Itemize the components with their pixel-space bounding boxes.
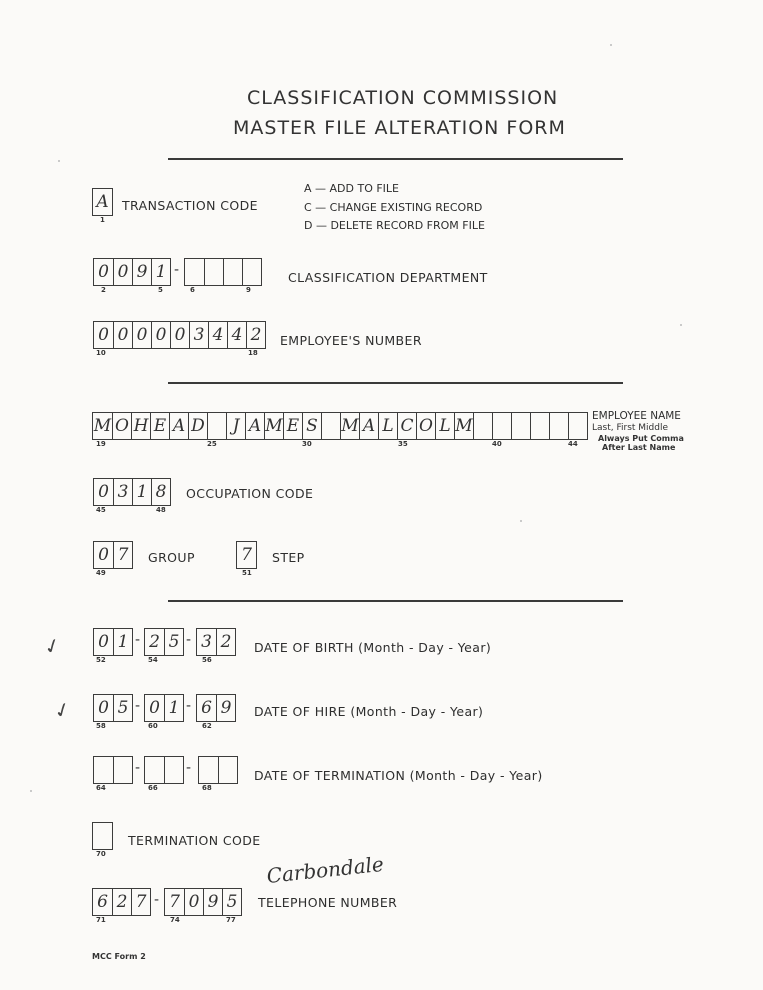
phone-cell: 0 xyxy=(184,889,203,915)
birth-month-box[interactable] xyxy=(93,628,133,656)
hire-day-cell: 0 xyxy=(149,698,160,718)
transaction-code-label: TRANSACTION CODE xyxy=(122,198,258,213)
employee-name-cell: S xyxy=(302,413,321,439)
group-box[interactable] xyxy=(93,541,133,569)
employee-number-box[interactable] xyxy=(93,321,266,349)
birth-day-cell: 5 xyxy=(164,629,183,655)
employee-name-cell: M xyxy=(454,413,473,439)
transaction-option-change: C — CHANGE EXISTING RECORD xyxy=(304,201,483,214)
dash-separator: - xyxy=(174,262,180,278)
position-number: 51 xyxy=(242,569,252,577)
employee-name-cell: E xyxy=(150,413,169,439)
employee-name-cell: M xyxy=(93,416,112,436)
hire-month-cell: 5 xyxy=(113,695,132,721)
position-number: 18 xyxy=(248,349,258,357)
employee-name-cell xyxy=(473,413,492,439)
group-cell: 0 xyxy=(98,545,109,565)
termination-year-cell xyxy=(218,757,237,783)
termination-day-cell xyxy=(164,757,183,783)
birth-day-cell: 2 xyxy=(149,632,160,652)
employee-number-cell: 2 xyxy=(246,322,265,348)
phone-cell: 6 xyxy=(97,892,108,912)
employee-name-note-order: Last, First Middle xyxy=(592,423,668,433)
date-of-termination-label: DATE OF TERMINATION (Month - Day - Year) xyxy=(254,768,543,783)
employee-number-cell: 3 xyxy=(189,322,208,348)
employee-number-label: EMPLOYEE'S NUMBER xyxy=(280,333,422,348)
position-number: 30 xyxy=(302,440,312,448)
termination-month-cell xyxy=(113,757,132,783)
phone-exchange-box[interactable] xyxy=(92,888,151,916)
occupation-code-cell: 3 xyxy=(113,479,132,505)
department-cell: 0 xyxy=(98,262,109,282)
hire-day-cell: 1 xyxy=(164,695,183,721)
termination-day-cell xyxy=(145,757,164,783)
paper-speck xyxy=(680,324,682,326)
transaction-code-box[interactable] xyxy=(92,188,113,216)
position-number: 25 xyxy=(207,440,217,448)
department-cell xyxy=(185,259,204,285)
paper-speck xyxy=(610,44,612,46)
occupation-code-cell: 8 xyxy=(151,479,170,505)
position-number: 70 xyxy=(96,850,106,858)
dash-separator: - xyxy=(186,760,192,776)
phone-cell: 7 xyxy=(131,889,150,915)
position-number: 9 xyxy=(246,286,251,294)
transaction-option-delete: D — DELETE RECORD FROM FILE xyxy=(304,219,485,232)
termination-year-cell xyxy=(199,757,218,783)
position-number: 49 xyxy=(96,569,106,577)
birth-day-box[interactable] xyxy=(144,628,184,656)
telephone-label: TELEPHONE NUMBER xyxy=(258,895,398,910)
dash-separator: - xyxy=(186,632,192,648)
position-number: 48 xyxy=(156,506,166,514)
step-label: STEP xyxy=(272,550,305,565)
employee-name-cell: A xyxy=(169,413,188,439)
termination-year-box[interactable] xyxy=(198,756,238,784)
handwritten-city-note: Carbondale xyxy=(265,851,385,888)
birth-month-cell: 1 xyxy=(113,629,132,655)
occupation-code-cell: 1 xyxy=(132,479,151,505)
employee-name-cell: M xyxy=(340,413,359,439)
date-of-birth-label: DATE OF BIRTH (Month - Day - Year) xyxy=(254,640,492,655)
position-number: 45 xyxy=(96,506,106,514)
divider-top xyxy=(168,158,623,160)
termination-month-cell xyxy=(94,757,113,783)
employee-name-cell xyxy=(207,413,226,439)
position-number: 66 xyxy=(148,784,158,792)
paper-speck xyxy=(30,790,32,792)
department-cell: 0 xyxy=(113,259,132,285)
position-number: 1 xyxy=(100,216,105,224)
department-code-box-2[interactable] xyxy=(184,258,262,286)
employee-number-cell: 0 xyxy=(98,325,109,345)
employee-name-cell xyxy=(321,413,340,439)
hire-year-cell: 6 xyxy=(201,698,212,718)
check-mark-birth: ✓ xyxy=(40,631,65,661)
position-number: 64 xyxy=(96,784,106,792)
occupation-code-box[interactable] xyxy=(93,478,171,506)
birth-year-box[interactable] xyxy=(196,628,236,656)
position-number: 56 xyxy=(202,656,212,664)
department-cell xyxy=(223,259,242,285)
birth-year-cell: 2 xyxy=(216,629,235,655)
phone-cell: 2 xyxy=(112,889,131,915)
employee-name-cell: J xyxy=(226,413,245,439)
position-number: 54 xyxy=(148,656,158,664)
employee-name-cell: A xyxy=(359,413,378,439)
transaction-code-cell: A xyxy=(96,192,109,212)
position-number: 58 xyxy=(96,722,106,730)
dash-separator: - xyxy=(186,698,192,714)
employee-name-box[interactable] xyxy=(92,412,588,440)
position-number: 74 xyxy=(170,916,180,924)
form-title-line1: CLASSIFICATION COMMISSION xyxy=(247,87,559,109)
employee-number-cell: 4 xyxy=(227,322,246,348)
position-number: 35 xyxy=(398,440,408,448)
step-box[interactable] xyxy=(236,541,257,569)
birth-month-cell: 0 xyxy=(98,632,109,652)
department-cell: 9 xyxy=(132,259,151,285)
employee-name-cell xyxy=(511,413,530,439)
hire-day-box[interactable] xyxy=(144,694,184,722)
group-cell: 7 xyxy=(113,542,132,568)
position-number: 60 xyxy=(148,722,158,730)
dash-separator: - xyxy=(135,698,141,714)
phone-cell: 9 xyxy=(203,889,222,915)
position-number: 77 xyxy=(226,916,236,924)
department-label: CLASSIFICATION DEPARTMENT xyxy=(288,270,488,285)
employee-name-cell xyxy=(530,413,549,439)
termination-day-box[interactable] xyxy=(144,756,184,784)
hire-year-box[interactable] xyxy=(196,694,236,722)
department-code-box-1[interactable] xyxy=(93,258,171,286)
employee-name-cell: E xyxy=(283,413,302,439)
phone-number-box[interactable] xyxy=(164,888,242,916)
dash-separator: - xyxy=(135,760,141,776)
employee-name-cell: H xyxy=(131,413,150,439)
dash-separator: - xyxy=(154,892,160,908)
form-number: MCC Form 2 xyxy=(92,952,146,961)
phone-cell: 5 xyxy=(222,889,241,915)
employee-name-cell xyxy=(549,413,568,439)
department-cell xyxy=(204,259,223,285)
dash-separator: - xyxy=(135,632,141,648)
employee-name-cell: O xyxy=(416,413,435,439)
position-number: 5 xyxy=(158,286,163,294)
step-cell: 7 xyxy=(241,545,252,565)
birth-year-cell: 3 xyxy=(201,632,212,652)
paper-speck xyxy=(58,160,60,162)
employee-name-cell: L xyxy=(378,413,397,439)
position-number: 68 xyxy=(202,784,212,792)
employee-name-cell: O xyxy=(112,413,131,439)
position-number: 52 xyxy=(96,656,106,664)
termination-code-label: TERMINATION CODE xyxy=(128,833,261,848)
occupation-code-cell: 0 xyxy=(98,482,109,502)
termination-code-box[interactable] xyxy=(92,822,113,850)
employee-name-cell: A xyxy=(245,413,264,439)
position-number: 2 xyxy=(101,286,106,294)
employee-number-cell: 0 xyxy=(170,322,189,348)
form-title-line2: MASTER FILE ALTERATION FORM xyxy=(233,117,566,139)
termination-month-box[interactable] xyxy=(93,756,133,784)
position-number: 71 xyxy=(96,916,106,924)
employee-name-note-after: After Last Name xyxy=(602,443,676,452)
employee-name-cell: D xyxy=(188,413,207,439)
department-cell xyxy=(242,259,261,285)
position-number: 44 xyxy=(568,440,578,448)
employee-number-cell: 4 xyxy=(208,322,227,348)
employee-name-cell: C xyxy=(397,413,416,439)
hire-month-cell: 0 xyxy=(98,698,109,718)
employee-name-note-comma: Always Put Comma xyxy=(598,434,684,443)
divider-middle xyxy=(168,382,623,384)
transaction-option-add: A — ADD TO FILE xyxy=(304,182,400,195)
termination-code-cell xyxy=(93,823,112,849)
phone-cell: 7 xyxy=(169,892,180,912)
paper-speck xyxy=(520,520,522,522)
hire-year-cell: 9 xyxy=(216,695,235,721)
employee-name-label: EMPLOYEE NAME xyxy=(592,410,681,422)
employee-name-cell: L xyxy=(435,413,454,439)
position-number: 6 xyxy=(190,286,195,294)
hire-month-box[interactable] xyxy=(93,694,133,722)
date-of-hire-label: DATE OF HIRE (Month - Day - Year) xyxy=(254,704,484,719)
department-cell: 1 xyxy=(151,259,170,285)
position-number: 40 xyxy=(492,440,502,448)
divider-bottom xyxy=(168,600,623,602)
employee-name-cell xyxy=(568,413,587,439)
position-number: 62 xyxy=(202,722,212,730)
employee-number-cell: 0 xyxy=(113,322,132,348)
position-number: 19 xyxy=(96,440,106,448)
group-label: GROUP xyxy=(148,550,195,565)
employee-name-cell: M xyxy=(264,413,283,439)
employee-number-cell: 0 xyxy=(151,322,170,348)
employee-number-cell: 0 xyxy=(132,322,151,348)
occupation-code-label: OCCUPATION CODE xyxy=(186,486,314,501)
position-number: 10 xyxy=(96,349,106,357)
employee-name-cell xyxy=(492,413,511,439)
check-mark-hire: ✓ xyxy=(50,695,75,725)
